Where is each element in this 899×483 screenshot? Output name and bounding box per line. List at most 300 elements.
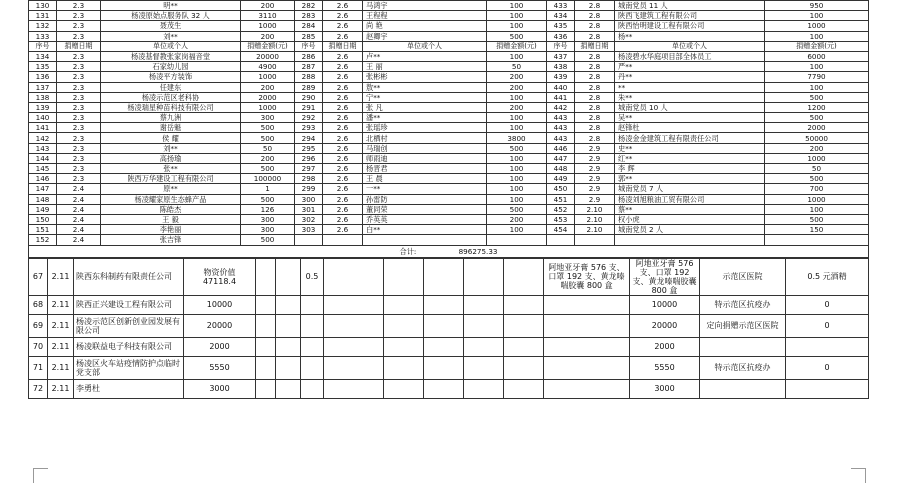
date-cell: 2.3	[57, 82, 101, 92]
empty-cell	[276, 295, 301, 314]
date-cell: 2.4	[57, 204, 101, 214]
table-row	[29, 92, 869, 102]
amount-cell: 150	[765, 225, 869, 235]
donor-cell: 李艳丽	[101, 225, 241, 235]
amount-cell: 50	[241, 143, 295, 153]
donor-cell: 城南党员 7 人	[615, 184, 765, 194]
table-row	[29, 1, 869, 11]
serial-cell: 437	[547, 51, 575, 61]
donor-cell: 赵卿宇	[363, 31, 487, 41]
table-header-row	[29, 41, 869, 51]
date-cell: 2.11	[48, 379, 74, 398]
date-cell: 2.11	[48, 295, 74, 314]
donor-cell: **	[615, 82, 765, 92]
donor-cell: 杨凌金金建筑工程有限责任公司	[615, 133, 765, 143]
amount-cell: 500	[765, 92, 869, 102]
date-cell: 2.9	[575, 184, 615, 194]
date-cell: 2.6	[323, 11, 363, 21]
column-header: 捐赠日期	[323, 41, 363, 51]
date-cell: 2.8	[575, 113, 615, 123]
serial-cell: 302	[295, 214, 323, 224]
date-cell: 2.6	[323, 92, 363, 102]
column-header: 序号	[547, 41, 575, 51]
amount-cell: 2000	[241, 92, 295, 102]
amount-cell: 950	[765, 1, 869, 11]
amount-cell: 500	[765, 214, 869, 224]
table-row	[29, 214, 869, 224]
date-cell: 2.3	[57, 143, 101, 153]
amount-cell: 1	[241, 184, 295, 194]
table-row	[29, 102, 869, 112]
donor-cell: 杨凌联益电子科技有限公司	[74, 337, 184, 356]
empty-cell	[276, 337, 301, 356]
empty-cell	[464, 258, 504, 295]
donor-cell: 陕西怡明建设工程有限公司	[615, 21, 765, 31]
serial-cell: 443	[547, 133, 575, 143]
donor-cell: 蔡九洲	[101, 113, 241, 123]
date-cell: 2.8	[575, 92, 615, 102]
date-cell: 2.8	[575, 102, 615, 112]
serial-cell: 289	[295, 82, 323, 92]
donor-cell: 张 凡	[363, 102, 487, 112]
serial-cell: 292	[295, 113, 323, 123]
date-cell: 2.8	[575, 51, 615, 61]
extra-cell	[301, 295, 324, 314]
date-cell: 2.3	[57, 123, 101, 133]
donor-cell: 一**	[363, 184, 487, 194]
date-cell: 2.11	[48, 314, 74, 337]
empty-cell	[384, 356, 424, 379]
donor-cell: 城南党员 2 人	[615, 225, 765, 235]
serial-cell: 286	[295, 51, 323, 61]
serial-cell: 452	[547, 204, 575, 214]
amount-cell: 100	[487, 164, 547, 174]
serial-cell: 136	[29, 72, 57, 82]
date-cell: 2.8	[575, 62, 615, 72]
serial-cell: 282	[295, 1, 323, 11]
donor-cell: 马瑞创	[363, 143, 487, 153]
table-row	[29, 235, 869, 245]
amount-cell: 500	[765, 174, 869, 184]
serial-cell: 68	[29, 295, 48, 314]
amount-cell: 100	[487, 21, 547, 31]
serial-cell: 296	[295, 153, 323, 163]
date-cell: 2.6	[323, 62, 363, 72]
column-header: 捐赠金额(元)	[241, 41, 295, 51]
donor-cell: 陕西飞建筑工程有限公司	[615, 11, 765, 21]
donor-cell: 张吉锋	[101, 235, 241, 245]
donor-cell: 石家幼儿园	[101, 62, 241, 72]
donor-cell: 董同荣	[363, 204, 487, 214]
date-cell: 2.9	[575, 164, 615, 174]
date-cell: 2.4	[57, 184, 101, 194]
donor-cell: 陕西万华建设工程有限公司	[101, 174, 241, 184]
amount-cell: 1200	[765, 102, 869, 112]
amount-cell: 200	[241, 1, 295, 11]
donor-cell: 城南党员 11 人	[615, 1, 765, 11]
date-cell: 2.3	[57, 133, 101, 143]
amount-cell: 1000	[241, 72, 295, 82]
amount-cell: 300	[241, 113, 295, 123]
amount-cell: 500	[765, 113, 869, 123]
serial-cell: 446	[547, 143, 575, 153]
donor-cell: 朱**	[615, 92, 765, 102]
serial-cell: 134	[29, 51, 57, 61]
donor-cell: 任建东	[101, 82, 241, 92]
table-row	[29, 194, 869, 204]
date-cell: 2.6	[323, 194, 363, 204]
serial-cell: 436	[547, 31, 575, 41]
amount-cell: 100	[765, 31, 869, 41]
donor-cell: 明**	[101, 1, 241, 11]
amount-cell: 6000	[765, 51, 869, 61]
date-cell: 2.8	[575, 11, 615, 21]
amount-cell: 100	[765, 11, 869, 21]
date-cell: 2.4	[57, 235, 101, 245]
amount-cell: 3000	[184, 379, 256, 398]
donor-cell: 杨凌平方装饰	[101, 72, 241, 82]
date-cell: 2.3	[57, 11, 101, 21]
date-cell: 2.4	[57, 225, 101, 235]
date-cell: 2.4	[57, 194, 101, 204]
donor-cell: 卢**	[363, 51, 487, 61]
serial-cell: 72	[29, 379, 48, 398]
amount-cell: 100	[487, 225, 547, 235]
serial-cell: 438	[547, 62, 575, 72]
table-row	[29, 356, 869, 379]
table-row	[29, 21, 869, 31]
serial-cell: 148	[29, 194, 57, 204]
amount-cell: 100000	[241, 174, 295, 184]
serial-cell: 297	[295, 164, 323, 174]
empty-cell	[276, 258, 301, 295]
amount-cell: 1000	[241, 21, 295, 31]
serial-cell: 284	[295, 21, 323, 31]
donor-cell: 杨凌区火车站疫情防护点临时党支部	[74, 356, 184, 379]
date-cell: 2.3	[57, 113, 101, 123]
serial-cell: 135	[29, 62, 57, 72]
donor-cell: 李 辉	[615, 164, 765, 174]
serial-cell: 441	[547, 92, 575, 102]
goods-cell: 10000	[630, 295, 700, 314]
empty-cell	[256, 356, 276, 379]
donor-cell: 张**	[101, 164, 241, 174]
donor-cell: 李勇杜	[74, 379, 184, 398]
donor-cell: 杨凌基督教张家岗福音堂	[101, 51, 241, 61]
date-cell: 2.3	[57, 153, 101, 163]
table-row	[29, 113, 869, 123]
empty-cell	[256, 379, 276, 398]
date-cell: 2.9	[575, 174, 615, 184]
donor-cell: 杨晋君	[363, 164, 487, 174]
amount-cell: 500	[241, 235, 295, 245]
donor-cell: 陕西正兴建设工程有限公司	[74, 295, 184, 314]
donor-cell: 王程程	[363, 11, 487, 21]
donor-cell: 潘**	[363, 113, 487, 123]
material-donation-table	[28, 258, 869, 399]
table-row	[29, 153, 869, 163]
date-cell: 2.8	[575, 123, 615, 133]
empty-cell	[504, 356, 544, 379]
column-header: 单位或个人	[363, 41, 487, 51]
table-row	[29, 314, 869, 337]
serial-cell: 145	[29, 164, 57, 174]
amount-cell	[487, 235, 547, 245]
date-cell: 2.9	[575, 143, 615, 153]
extra-cell	[301, 356, 324, 379]
goods-cell: 3000	[630, 379, 700, 398]
serial-cell: 293	[295, 123, 323, 133]
date-cell: 2.3	[57, 72, 101, 82]
donor-cell: 严**	[615, 62, 765, 72]
amount-cell: 100	[487, 184, 547, 194]
donor-cell: 王 丽	[363, 62, 487, 72]
empty-cell	[504, 337, 544, 356]
column-header: 捐赠日期	[575, 41, 615, 51]
date-cell: 2.6	[323, 184, 363, 194]
table-row	[29, 258, 869, 295]
date-cell: 2.3	[57, 1, 101, 11]
serial-cell	[547, 235, 575, 245]
table-row	[29, 72, 869, 82]
empty-cell	[424, 314, 464, 337]
date-cell: 2.6	[323, 113, 363, 123]
table-row	[29, 31, 869, 41]
amount-cell: 1000	[765, 21, 869, 31]
donor-cell	[363, 235, 487, 245]
serial-cell: 137	[29, 82, 57, 92]
empty-cell	[424, 258, 464, 295]
serial-cell: 131	[29, 11, 57, 21]
amount-cell: 500	[487, 143, 547, 153]
table-row	[29, 225, 869, 235]
serial-cell: 290	[295, 92, 323, 102]
serial-cell: 285	[295, 31, 323, 41]
empty-cell	[324, 314, 384, 337]
amount-cell: 200	[765, 143, 869, 153]
goods-cell	[544, 295, 630, 314]
serial-cell: 453	[547, 214, 575, 224]
donor-cell: 高扬瑜	[101, 153, 241, 163]
empty-cell	[424, 337, 464, 356]
amount-cell: 50	[487, 62, 547, 72]
serial-cell: 450	[547, 184, 575, 194]
table-row	[29, 295, 869, 314]
donor-cell: 杨凌碧水华庭项目部全体员工	[615, 51, 765, 61]
serial-cell: 141	[29, 123, 57, 133]
amount-cell: 100	[765, 204, 869, 214]
serial-cell: 443	[547, 113, 575, 123]
amount-cell: 300	[241, 214, 295, 224]
amount-cell: 500	[241, 123, 295, 133]
serial-cell: 294	[295, 133, 323, 143]
donor-cell: 杨凌原始点服务队 32 人	[101, 11, 241, 21]
donor-cell: 王 晨	[363, 174, 487, 184]
empty-cell	[324, 379, 384, 398]
empty-cell	[464, 337, 504, 356]
serial-cell: 152	[29, 235, 57, 245]
empty-cell	[276, 314, 301, 337]
date-cell: 2.3	[57, 92, 101, 102]
date-cell: 2.10	[575, 225, 615, 235]
date-cell: 2.3	[57, 51, 101, 61]
donor-cell: 权小虎	[615, 214, 765, 224]
page-corner-mark	[851, 468, 866, 483]
amount-cell: 100	[487, 174, 547, 184]
donor-cell: 侯 耀	[101, 133, 241, 143]
empty-cell	[464, 356, 504, 379]
serial-cell: 143	[29, 143, 57, 153]
table-section-top	[29, 1, 869, 42]
empty-cell	[324, 258, 384, 295]
extra-cell	[301, 379, 324, 398]
amount-cell: 7790	[765, 72, 869, 82]
donor-cell: 蔡**	[615, 204, 765, 214]
amount-cell: 500	[241, 164, 295, 174]
empty-cell	[276, 356, 301, 379]
serial-cell: 291	[295, 102, 323, 112]
amount-cell: 500	[241, 194, 295, 204]
table-row	[29, 133, 869, 143]
empty-cell	[384, 314, 424, 337]
serial-cell: 443	[547, 123, 575, 133]
donor-cell: 宁**	[363, 92, 487, 102]
serial-cell: 287	[295, 62, 323, 72]
amount-cell: 100	[487, 123, 547, 133]
serial-cell: 448	[547, 164, 575, 174]
serial-cell: 70	[29, 337, 48, 356]
amount-cell: 100	[487, 1, 547, 11]
column-header: 单位或个人	[615, 41, 765, 51]
empty-cell	[464, 314, 504, 337]
donor-cell: 陕西东科制药有限责任公司	[74, 258, 184, 295]
donor-cell: 郭**	[615, 174, 765, 184]
donor-cell: 杨**	[615, 31, 765, 41]
date-cell: 2.6	[323, 153, 363, 163]
goods-cell: 2000	[630, 337, 700, 356]
serial-cell: 147	[29, 184, 57, 194]
total-value: 896275.33	[458, 246, 498, 256]
serial-cell: 300	[295, 194, 323, 204]
amount-cell: 4900	[241, 62, 295, 72]
extra-cell	[301, 314, 324, 337]
date-cell: 2.6	[323, 123, 363, 133]
remain-cell: 0.5 元酒精	[786, 258, 869, 295]
amount-cell: 200	[241, 153, 295, 163]
column-header: 捐赠金额(元)	[765, 41, 869, 51]
date-cell: 2.10	[575, 214, 615, 224]
goods-cell	[544, 337, 630, 356]
empty-cell	[464, 379, 504, 398]
destination-cell	[700, 337, 786, 356]
serial-cell: 149	[29, 204, 57, 214]
date-cell: 2.11	[48, 258, 74, 295]
header-row	[29, 41, 869, 51]
donor-cell: 尚 艳	[363, 21, 487, 31]
date-cell: 2.6	[323, 82, 363, 92]
donor-cell: 刘**	[101, 31, 241, 41]
table-row	[29, 379, 869, 398]
empty-cell	[256, 295, 276, 314]
amount-cell: 100	[765, 62, 869, 72]
remain-cell: 0	[786, 356, 869, 379]
donor-cell: 史**	[615, 143, 765, 153]
serial-cell: 434	[547, 11, 575, 21]
remain-cell: 0	[786, 295, 869, 314]
table-section-main	[29, 51, 869, 245]
serial-cell: 303	[295, 225, 323, 235]
page-corner-mark	[33, 468, 48, 483]
goods-cell	[544, 356, 630, 379]
donor-cell: 马鸿宇	[363, 1, 487, 11]
amount-cell: 1000	[765, 194, 869, 204]
table-row	[29, 123, 869, 133]
date-cell: 2.6	[323, 204, 363, 214]
donor-cell: 杨凌瑞星种苗科技有限公司	[101, 102, 241, 112]
amount-cell: 1000	[241, 102, 295, 112]
table-row	[29, 62, 869, 72]
destination-cell: 示范区医院	[700, 258, 786, 295]
column-header: 捐赠日期	[57, 41, 101, 51]
date-cell: 2.6	[323, 214, 363, 224]
amount-cell: 200	[487, 72, 547, 82]
serial-cell: 146	[29, 174, 57, 184]
empty-cell	[424, 356, 464, 379]
serial-cell: 435	[547, 21, 575, 31]
serial-cell: 69	[29, 314, 48, 337]
donor-cell: 杨凌刘旭粮油工贸有限公司	[615, 194, 765, 204]
amount-cell: 2000	[184, 337, 256, 356]
amount-cell: 物资价值 47118.4	[184, 258, 256, 295]
empty-cell	[504, 314, 544, 337]
date-cell	[323, 235, 363, 245]
table-row	[29, 51, 869, 61]
serial-cell: 150	[29, 214, 57, 224]
date-cell: 2.6	[323, 31, 363, 41]
amount-cell: 100	[765, 82, 869, 92]
donor-cell: 陈皓杰	[101, 204, 241, 214]
empty-cell	[504, 295, 544, 314]
date-cell: 2.11	[48, 356, 74, 379]
serial-cell: 298	[295, 174, 323, 184]
date-cell: 2.6	[323, 174, 363, 184]
serial-cell: 442	[547, 102, 575, 112]
amount-cell: 700	[765, 184, 869, 194]
amount-cell: 100	[487, 51, 547, 61]
empty-cell	[324, 356, 384, 379]
date-cell: 2.6	[323, 225, 363, 235]
amount-cell: 100	[487, 11, 547, 21]
table-row	[29, 82, 869, 92]
empty-cell	[256, 337, 276, 356]
amount-cell: 200	[487, 214, 547, 224]
serial-cell: 288	[295, 72, 323, 82]
donor-cell: 敖**	[363, 82, 487, 92]
donation-table	[28, 0, 869, 258]
serial-cell: 440	[547, 82, 575, 92]
date-cell: 2.6	[323, 102, 363, 112]
total-row	[29, 245, 869, 257]
serial-cell: 439	[547, 72, 575, 82]
empty-cell	[424, 379, 464, 398]
empty-cell	[256, 314, 276, 337]
empty-cell	[324, 295, 384, 314]
date-cell: 2.3	[57, 21, 101, 31]
donor-cell: 王 毅	[101, 214, 241, 224]
date-cell	[575, 235, 615, 245]
serial-cell: 299	[295, 184, 323, 194]
serial-cell: 144	[29, 153, 57, 163]
